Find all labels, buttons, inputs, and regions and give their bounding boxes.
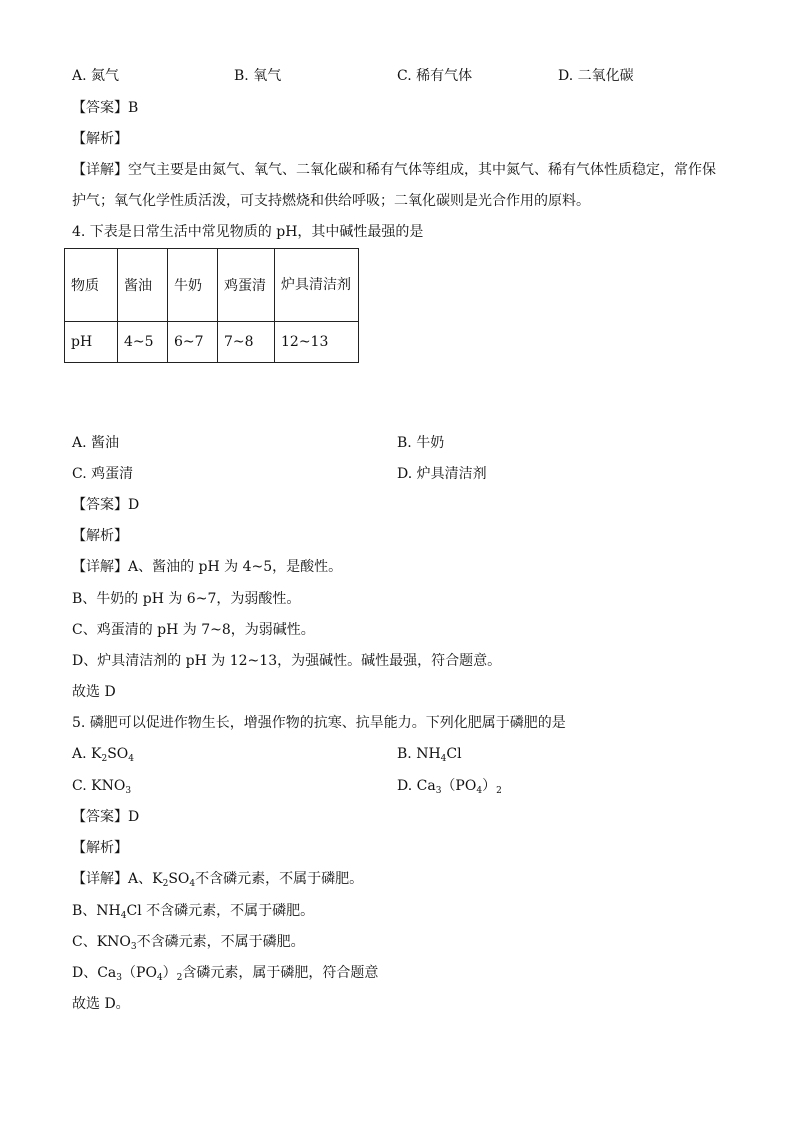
detail-text: D、Ca [72, 965, 117, 981]
subscript: 3 [116, 973, 123, 983]
q5-detail-d [72, 963, 378, 983]
q5-option-c [72, 776, 131, 796]
q5-option-d [397, 776, 502, 796]
subscript: 4 [128, 754, 135, 764]
q4-detail-d: D、炉具清洁剂的 pH 为 12~13，为强碱性。碱性最强，符合题意。 [72, 653, 502, 669]
q5-option-b [397, 744, 462, 764]
subscript: 4 [476, 786, 483, 796]
q4-conclusion: 故选 D [72, 684, 116, 700]
q3-detail-line-2: 护气；氧气化学性质活泼，可支持燃烧和供给呼吸；二氧化碳则是光合作用的原料。 [72, 193, 590, 209]
q4-stem: 4. 下表是日常生活中常见物质的 pH，其中碱性最强的是 [72, 224, 424, 240]
table-cell: 12~13 [275, 322, 359, 363]
subscript: 3 [130, 942, 137, 952]
detail-text: ） [162, 965, 177, 981]
detail-text: SO [168, 871, 190, 887]
subscript: 2 [176, 973, 183, 983]
table-cell: 酱油 [118, 249, 168, 322]
detail-text: （PO [122, 965, 157, 981]
q4-option-b: B. 牛奶 [397, 435, 445, 451]
q5-detail-a [72, 869, 363, 889]
detail-text: 含磷元素，属于磷肥，符合题意 [182, 965, 379, 981]
q3-option-b: B. 氧气 [234, 68, 282, 84]
q4-analysis: 【解析】 [72, 528, 128, 544]
formula-text: D. Ca [397, 778, 436, 794]
subscript: 2 [101, 754, 108, 764]
table-cell: 4~5 [118, 322, 168, 363]
q3-analysis: 【解析】 [72, 131, 128, 147]
q5-analysis: 【解析】 [72, 840, 128, 856]
detail-text: B、NH [72, 903, 121, 919]
q4-option-a: A. 酱油 [72, 435, 120, 451]
q5-detail-c [72, 932, 305, 952]
q5-stem: 5. 磷肥可以促进作物生长，增强作物的抗寒、抗旱能力。下列化肥属于磷肥的是 [72, 715, 566, 731]
detail-text: C、KNO [72, 934, 131, 950]
q4-detail-a: 【详解】A、酱油的 pH 为 4~5，是酸性。 [72, 559, 343, 575]
q4-detail-b: B、牛奶的 pH 为 6~7，为弱酸性。 [72, 591, 301, 607]
formula-text: B. NH [397, 746, 441, 762]
subscript: 4 [156, 973, 163, 983]
formula-text: Cl [446, 746, 462, 762]
subscript: 4 [440, 754, 447, 764]
detail-text: Cl 不含磷元素，不属于磷肥。 [126, 903, 315, 919]
table-cell: 物质 [65, 249, 118, 322]
formula-text: （PO [441, 778, 477, 794]
q3-option-c: C. 稀有气体 [397, 68, 473, 84]
q3-detail-line-1: 【详解】空气主要是由氮气、氧气、二氧化碳和稀有气体等组成，其中氮气、稀有气体性质稳定，常作保 [72, 162, 716, 178]
q4-option-d: D. 炉具清洁剂 [397, 466, 487, 482]
subscript: 2 [162, 879, 169, 889]
detail-text: 不含磷元素，不属于磷肥。 [195, 871, 364, 887]
table-cell: 鸡蛋清 [218, 249, 275, 322]
subscript: 3 [125, 786, 132, 796]
table-row [65, 322, 359, 363]
ph-table [64, 248, 359, 363]
formula-text: C. KNO [72, 778, 126, 794]
q5-answer: 【答案】D [72, 809, 140, 825]
subscript: 2 [496, 786, 502, 796]
table-cell: pH [65, 322, 118, 363]
subscript: 4 [120, 911, 127, 921]
table-header-row [65, 249, 359, 322]
table-cell: 6~7 [168, 322, 218, 363]
q3-option-d: D. 二氧化碳 [558, 68, 634, 84]
q5-option-a [72, 744, 134, 764]
q5-conclusion: 故选 D。 [72, 996, 130, 1012]
q4-answer: 【答案】D [72, 497, 140, 513]
table-cell: 7~8 [218, 322, 275, 363]
formula-text: ） [482, 778, 497, 794]
formula-text: A. K [72, 746, 102, 762]
table-cell: 牛奶 [168, 249, 218, 322]
q4-option-c: C. 鸡蛋清 [72, 466, 134, 482]
detail-text: 【详解】A、K [72, 871, 163, 887]
q5-detail-b [72, 901, 314, 921]
q4-detail-c: C、鸡蛋清的 pH 为 7~8，为弱碱性。 [72, 622, 315, 638]
q3-option-a: A. 氮气 [72, 68, 120, 84]
subscript: 3 [435, 786, 442, 796]
detail-text: 不含磷元素，不属于磷肥。 [136, 934, 305, 950]
table-cell: 炉具清洁剂 [275, 249, 359, 322]
subscript: 4 [189, 879, 196, 889]
q3-answer: 【答案】B [72, 100, 139, 116]
formula-text: SO [107, 746, 129, 762]
